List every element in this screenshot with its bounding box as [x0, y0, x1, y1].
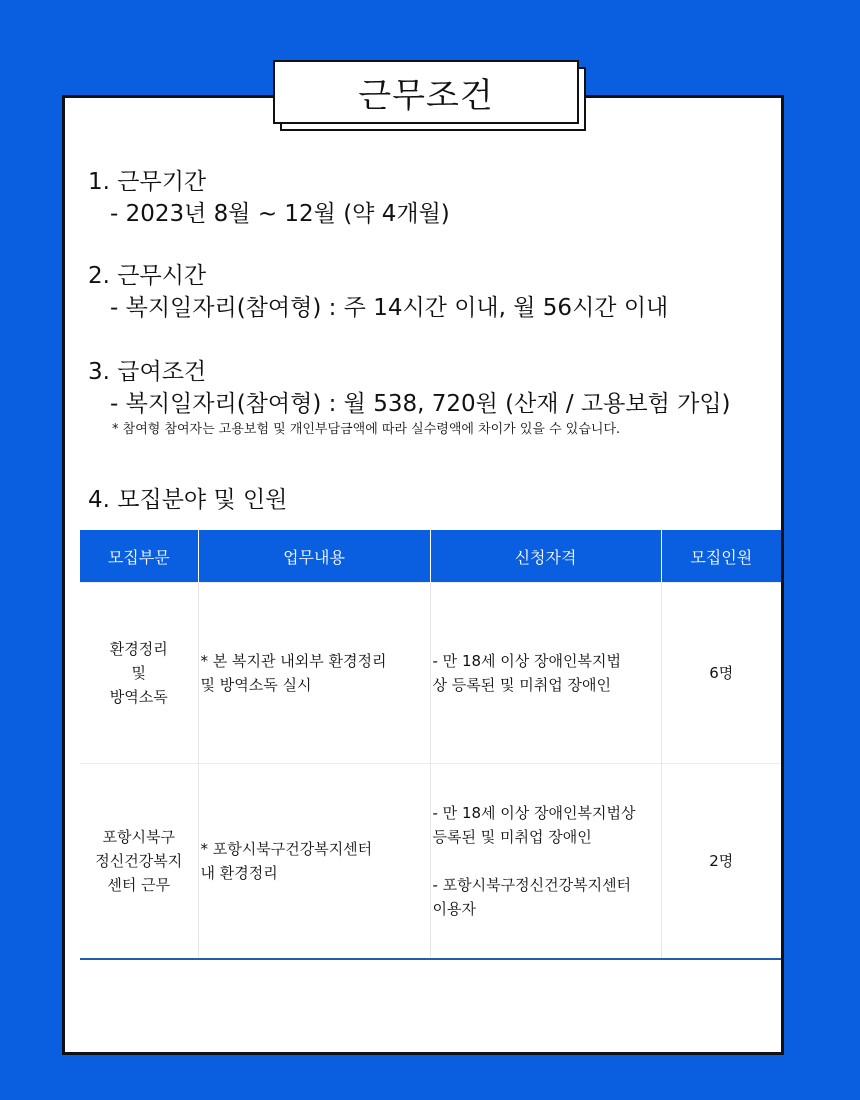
header-duty: 업무내용: [198, 530, 430, 583]
header-count: 모집인원: [661, 530, 781, 583]
table-row: [80, 583, 781, 764]
cell-count: [661, 764, 781, 960]
section-detail: - 복지일자리(참여형) : 주 14시간 이내, 월 56시간 이내: [110, 295, 669, 321]
section-work-hours: [88, 260, 668, 324]
header-division: 모집부문: [80, 530, 198, 583]
count-text: 2명: [709, 852, 734, 870]
cell-qualification: [430, 583, 661, 764]
section-heading: 2. 근무시간: [88, 263, 207, 289]
section-heading: 1. 근무기간: [88, 169, 207, 195]
cell-duty: [198, 583, 430, 764]
header-qualification: 신청자격: [430, 530, 661, 583]
page-title: 근무조건: [273, 60, 579, 124]
section-work-period: [88, 166, 450, 230]
cell-count: [661, 583, 781, 764]
section-detail: - 복지일자리(참여형) : 월 538, 720원 (산재 / 고용보험 가입): [110, 391, 731, 417]
division-text: 환경정리 및 방역소독: [109, 640, 168, 706]
qualification-text: - 만 18세 이상 장애인복지법 상 등록된 및 미취업 장애인: [432, 652, 621, 694]
qualification-text: - 만 18세 이상 장애인복지법상 등록된 및 미취업 장애인 - 포항시북구정신건강복지센터 이용자: [432, 804, 636, 918]
table-row: [80, 764, 781, 960]
count-text: 6명: [709, 664, 734, 682]
section-detail: - 2023년 8월 ~ 12월 (약 4개월): [110, 201, 450, 227]
recruitment-table: [80, 530, 781, 960]
section-heading: 4. 모집분야 및 인원: [88, 487, 288, 513]
section-recruitment: [88, 484, 287, 516]
cell-division: [80, 764, 198, 960]
duty-text: * 포항시북구건강복지센터 내 환경정리: [200, 840, 373, 882]
cell-qualification: [430, 764, 661, 960]
duty-text: * 본 복지관 내외부 환경정리 및 방역소독 실시: [200, 652, 387, 694]
cell-duty: [198, 764, 430, 960]
section-heading: 3. 급여조건: [88, 359, 207, 385]
section-salary: [88, 356, 731, 440]
table-header-row: [80, 530, 781, 583]
salary-note: * 참여형 참여자는 고용보험 및 개인부담금액에 따라 실수령액에 차이가 있을 수 있습니다.: [112, 422, 621, 437]
cell-division: [80, 583, 198, 764]
division-text: 포항시북구 정신건강복지 센터 근무: [95, 828, 183, 894]
